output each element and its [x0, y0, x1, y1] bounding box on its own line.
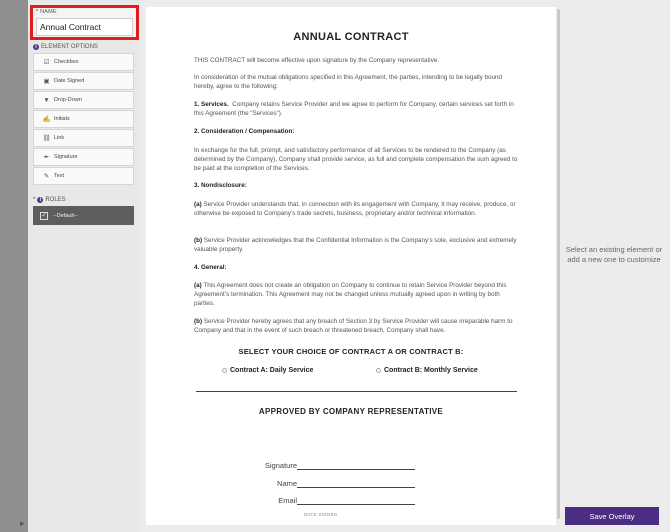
date-signed-label: DATE SIGNED: [304, 512, 338, 517]
approved-heading: APPROVED BY COMPANY REPRESENTATIVE: [258, 407, 444, 416]
consideration-paragraph: In consideration of the mutual obligations specified in this Agreement, the parties, intending to be legally bound hereby, agree to the following:: [194, 74, 503, 90]
divider: [196, 391, 517, 392]
name-line[interactable]: [297, 480, 415, 488]
option-date-signed[interactable]: ▣ Date Signed: [33, 72, 134, 90]
element-options-list: [33, 53, 134, 186]
left-collapsed-strip: [0, 0, 28, 532]
customize-hint: Select an existing element or add a new one to customize: [565, 245, 663, 264]
name-signer-field[interactable]: Name: [245, 479, 415, 488]
option-signature[interactable]: ✒ Signature: [33, 148, 134, 166]
signature-field[interactable]: Signature: [245, 461, 415, 470]
element-options-header: i ELEMENT OPTIONS: [33, 44, 98, 50]
name-label: * NAME: [36, 9, 57, 15]
role-default[interactable]: ✓ --Default--: [33, 206, 134, 225]
option-initials[interactable]: ✍ Initials: [33, 110, 134, 128]
roles-header: * i ROLES: [33, 197, 66, 203]
checkbox-icon: ☑: [43, 59, 50, 66]
compensation-heading: 2. Consideration / Compensation:: [194, 128, 295, 135]
radio-icon[interactable]: [376, 368, 381, 373]
link-icon: ⛓: [42, 135, 51, 142]
option-drop-down[interactable]: ▼ Drop-Down: [33, 91, 134, 109]
general-heading: 4. General:: [194, 264, 227, 271]
compensation-paragraph: In exchange for the full, prompt, and satisfactory performance of all Services to be rendered to the Company (as determined by the Company), Company shall provide service, as full and complete compensation the sum agreed to be paid at the completion of the Services.: [194, 147, 518, 172]
check-icon: ✓: [41, 213, 47, 219]
calendar-icon: ▣: [43, 78, 50, 85]
caret-down-icon: ▼: [43, 96, 50, 104]
nondisclosure-a-paragraph: (a) Service Provider understands that, in connection with its engagement with Company, it may receive, produce, or otherwise be exposed to Company’s trade secrets, business, proprietary and/or technical information.: [194, 201, 516, 217]
nondisclosure-b-paragraph: (b) Service Provider acknowledges that the Confidential Information is the Company’s sole, exclusive and extremely valuable property.: [194, 237, 517, 253]
contract-a-option[interactable]: Contract A: Daily Service: [222, 367, 313, 374]
signature-line[interactable]: [297, 462, 415, 470]
initials-icon: ✍: [42, 116, 51, 123]
option-text[interactable]: ✎ Text: [33, 167, 134, 185]
document-title: ANNUAL CONTRACT: [293, 31, 409, 43]
email-field[interactable]: Email: [245, 496, 415, 505]
edge-marker-icon: ▸: [20, 518, 25, 528]
nondisclosure-heading: 3. Nondisclosure:: [194, 182, 247, 189]
document-scrollbar[interactable]: [557, 9, 560, 519]
option-link[interactable]: ⛓ Link: [33, 129, 134, 147]
info-icon[interactable]: i: [33, 44, 39, 50]
intro-paragraph: THIS CONTRACT will become effective upon signature by the Company representative.: [194, 57, 440, 64]
general-b-paragraph: (b) Service Provider hereby agrees that any breach of Section 3 by Service Provider will cause irreparable harm to Company and that in the event of such breach or threatened breach, Company shall have.: [194, 318, 513, 334]
radio-icon[interactable]: [222, 368, 227, 373]
name-input[interactable]: [36, 18, 133, 36]
name-field-highlight: [30, 5, 139, 40]
contract-choice-title: SELECT YOUR CHOICE OF CONTRACT A OR CONTRACT B:: [238, 347, 464, 356]
email-line[interactable]: [297, 497, 415, 505]
signature-icon: ✒: [43, 154, 50, 161]
option-checkbox[interactable]: ☑ Checkbox: [33, 53, 134, 71]
save-overlay-button[interactable]: Save Overlay: [565, 507, 659, 525]
services-paragraph: 1. Services. Company retains Service Provider and we agree to perform for Company, certain services set forth in this Agreement (the “Services”).: [194, 101, 514, 117]
pencil-icon: ✎: [43, 173, 50, 180]
general-a-paragraph: (a) This Agreement does not create an obligation on Company to continue to retain Service Provider beyond this Agreement’s termination. This Agreement may not be changed unless mutually agreed upon in writing by both parties.: [194, 282, 507, 307]
document-page: [146, 7, 556, 525]
contract-b-option[interactable]: Contract B: Monthly Service: [376, 367, 478, 374]
info-icon[interactable]: i: [37, 197, 43, 203]
